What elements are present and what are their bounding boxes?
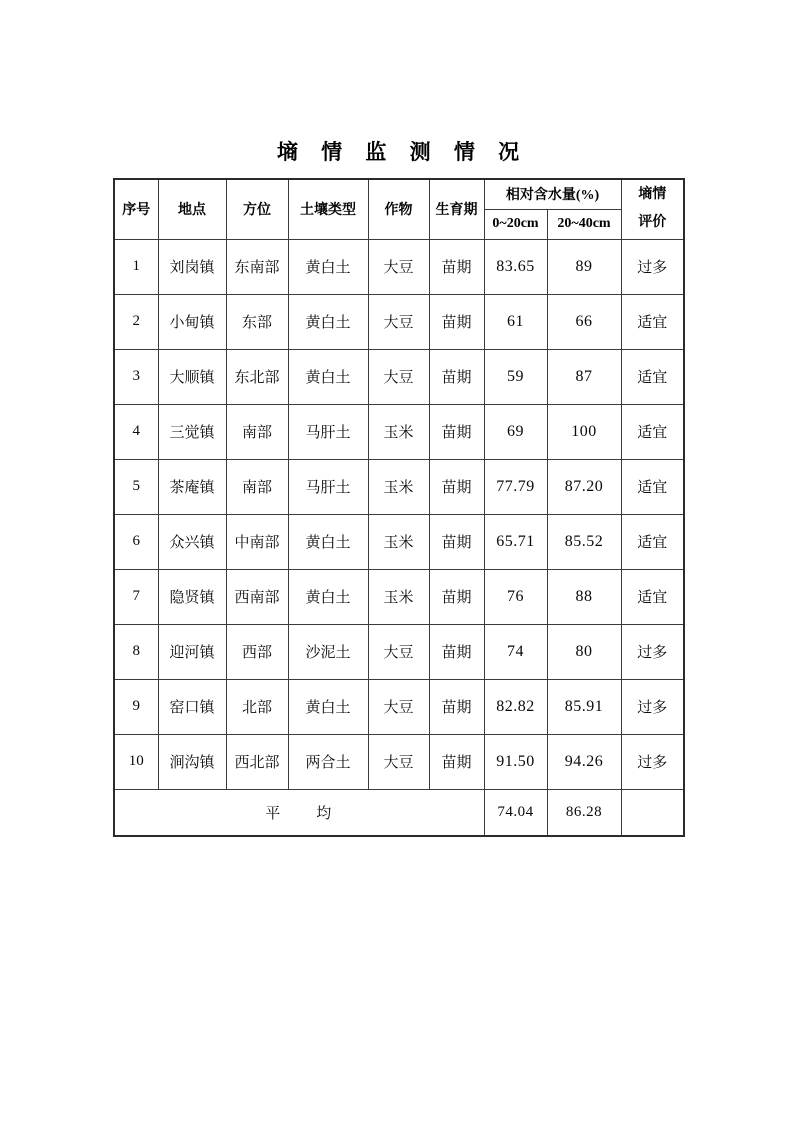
col-header-depth-20-40: 20~40cm xyxy=(547,209,621,239)
cell-water-0-20: 74 xyxy=(484,624,547,679)
col-header-growth-stage: 生育期 xyxy=(429,179,484,239)
summary-water-0-20: 74.04 xyxy=(484,789,547,836)
col-header-direction: 方位 xyxy=(226,179,288,239)
table-header xyxy=(114,179,684,239)
cell-evaluation: 适宜 xyxy=(621,569,684,624)
cell-soil-type: 两合土 xyxy=(288,734,368,789)
col-header-evaluation-line1: 墒情 xyxy=(638,187,667,203)
cell-crop: 大豆 xyxy=(368,624,429,679)
cell-crop: 玉米 xyxy=(368,514,429,569)
table-row xyxy=(114,734,684,789)
cell-direction: 南部 xyxy=(226,404,288,459)
cell-seq: 9 xyxy=(114,679,158,734)
cell-soil-type: 马肝土 xyxy=(288,404,368,459)
col-header-water-content: 相对含水量(%) xyxy=(484,179,621,209)
cell-water-20-40: 89 xyxy=(547,239,621,294)
cell-crop: 玉米 xyxy=(368,459,429,514)
cell-direction: 东南部 xyxy=(226,239,288,294)
cell-evaluation: 适宜 xyxy=(621,349,684,404)
summary-water-20-40: 86.28 xyxy=(547,789,621,836)
cell-evaluation: 适宜 xyxy=(621,459,684,514)
cell-water-20-40: 87 xyxy=(547,349,621,404)
cell-water-20-40: 85.52 xyxy=(547,514,621,569)
cell-soil-type: 黄白土 xyxy=(288,294,368,349)
header-row-1 xyxy=(114,179,684,209)
col-header-seq: 序号 xyxy=(114,179,158,239)
table-row xyxy=(114,569,684,624)
cell-location: 小甸镇 xyxy=(158,294,226,349)
cell-crop: 大豆 xyxy=(368,294,429,349)
table-row xyxy=(114,294,684,349)
table-row xyxy=(114,459,684,514)
cell-water-20-40: 88 xyxy=(547,569,621,624)
cell-growth-stage: 苗期 xyxy=(429,514,484,569)
cell-location: 窑口镇 xyxy=(158,679,226,734)
cell-evaluation: 过多 xyxy=(621,734,684,789)
cell-soil-type: 黄白土 xyxy=(288,569,368,624)
table-row xyxy=(114,239,684,294)
cell-soil-type: 黄白土 xyxy=(288,239,368,294)
cell-water-0-20: 77.79 xyxy=(484,459,547,514)
cell-location: 迎河镇 xyxy=(158,624,226,679)
cell-direction: 西南部 xyxy=(226,569,288,624)
cell-seq: 6 xyxy=(114,514,158,569)
cell-water-0-20: 65.71 xyxy=(484,514,547,569)
col-header-crop: 作物 xyxy=(368,179,429,239)
cell-evaluation: 适宜 xyxy=(621,404,684,459)
col-header-location: 地点 xyxy=(158,179,226,239)
cell-water-0-20: 91.50 xyxy=(484,734,547,789)
cell-water-0-20: 76 xyxy=(484,569,547,624)
cell-seq: 10 xyxy=(114,734,158,789)
cell-soil-type: 黄白土 xyxy=(288,349,368,404)
table-body xyxy=(114,239,684,789)
cell-location: 三觉镇 xyxy=(158,404,226,459)
summary-evaluation xyxy=(621,789,684,836)
cell-direction: 西部 xyxy=(226,624,288,679)
table-row xyxy=(114,349,684,404)
cell-seq: 5 xyxy=(114,459,158,514)
cell-growth-stage: 苗期 xyxy=(429,679,484,734)
cell-growth-stage: 苗期 xyxy=(429,734,484,789)
cell-seq: 3 xyxy=(114,349,158,404)
cell-growth-stage: 苗期 xyxy=(429,349,484,404)
cell-direction: 东部 xyxy=(226,294,288,349)
col-header-evaluation xyxy=(621,179,684,239)
cell-growth-stage: 苗期 xyxy=(429,294,484,349)
cell-growth-stage: 苗期 xyxy=(429,624,484,679)
cell-water-0-20: 59 xyxy=(484,349,547,404)
summary-row xyxy=(114,789,684,836)
cell-location: 众兴镇 xyxy=(158,514,226,569)
col-header-evaluation-line2: 评价 xyxy=(638,215,667,231)
cell-water-20-40: 100 xyxy=(547,404,621,459)
cell-soil-type: 马肝土 xyxy=(288,459,368,514)
table-row xyxy=(114,514,684,569)
cell-crop: 大豆 xyxy=(368,239,429,294)
cell-water-20-40: 80 xyxy=(547,624,621,679)
cell-evaluation: 过多 xyxy=(621,239,684,294)
cell-seq: 2 xyxy=(114,294,158,349)
cell-seq: 8 xyxy=(114,624,158,679)
summary-label: 平 均 xyxy=(114,789,484,836)
cell-crop: 大豆 xyxy=(368,679,429,734)
cell-evaluation: 适宜 xyxy=(621,294,684,349)
table-footer xyxy=(114,789,684,836)
cell-growth-stage: 苗期 xyxy=(429,459,484,514)
cell-growth-stage: 苗期 xyxy=(429,569,484,624)
cell-location: 隐贤镇 xyxy=(158,569,226,624)
cell-direction: 北部 xyxy=(226,679,288,734)
cell-growth-stage: 苗期 xyxy=(429,404,484,459)
cell-crop: 玉米 xyxy=(368,569,429,624)
soil-moisture-table xyxy=(113,178,685,837)
cell-seq: 7 xyxy=(114,569,158,624)
cell-seq: 4 xyxy=(114,404,158,459)
page-title: 墒 情 监 测 情 况 xyxy=(276,140,529,164)
col-header-soil-type: 土壤类型 xyxy=(288,179,368,239)
cell-water-0-20: 69 xyxy=(484,404,547,459)
cell-location: 茶庵镇 xyxy=(158,459,226,514)
cell-evaluation: 过多 xyxy=(621,679,684,734)
cell-direction: 南部 xyxy=(226,459,288,514)
cell-growth-stage: 苗期 xyxy=(429,239,484,294)
cell-direction: 中南部 xyxy=(226,514,288,569)
cell-soil-type: 黄白土 xyxy=(288,679,368,734)
cell-location: 刘岗镇 xyxy=(158,239,226,294)
cell-water-0-20: 83.65 xyxy=(484,239,547,294)
cell-water-0-20: 82.82 xyxy=(484,679,547,734)
cell-water-20-40: 87.20 xyxy=(547,459,621,514)
cell-direction: 西北部 xyxy=(226,734,288,789)
cell-soil-type: 沙泥土 xyxy=(288,624,368,679)
col-header-depth-0-20: 0~20cm xyxy=(484,209,547,239)
cell-location: 涧沟镇 xyxy=(158,734,226,789)
cell-crop: 大豆 xyxy=(368,734,429,789)
cell-water-20-40: 66 xyxy=(547,294,621,349)
cell-soil-type: 黄白土 xyxy=(288,514,368,569)
table-row xyxy=(114,679,684,734)
table-row xyxy=(114,404,684,459)
cell-water-0-20: 61 xyxy=(484,294,547,349)
cell-water-20-40: 85.91 xyxy=(547,679,621,734)
cell-direction: 东北部 xyxy=(226,349,288,404)
cell-evaluation: 过多 xyxy=(621,624,684,679)
cell-crop: 大豆 xyxy=(368,349,429,404)
table-row xyxy=(114,624,684,679)
cell-location: 大顺镇 xyxy=(158,349,226,404)
cell-seq: 1 xyxy=(114,239,158,294)
cell-evaluation: 适宜 xyxy=(621,514,684,569)
cell-water-20-40: 94.26 xyxy=(547,734,621,789)
cell-crop: 玉米 xyxy=(368,404,429,459)
